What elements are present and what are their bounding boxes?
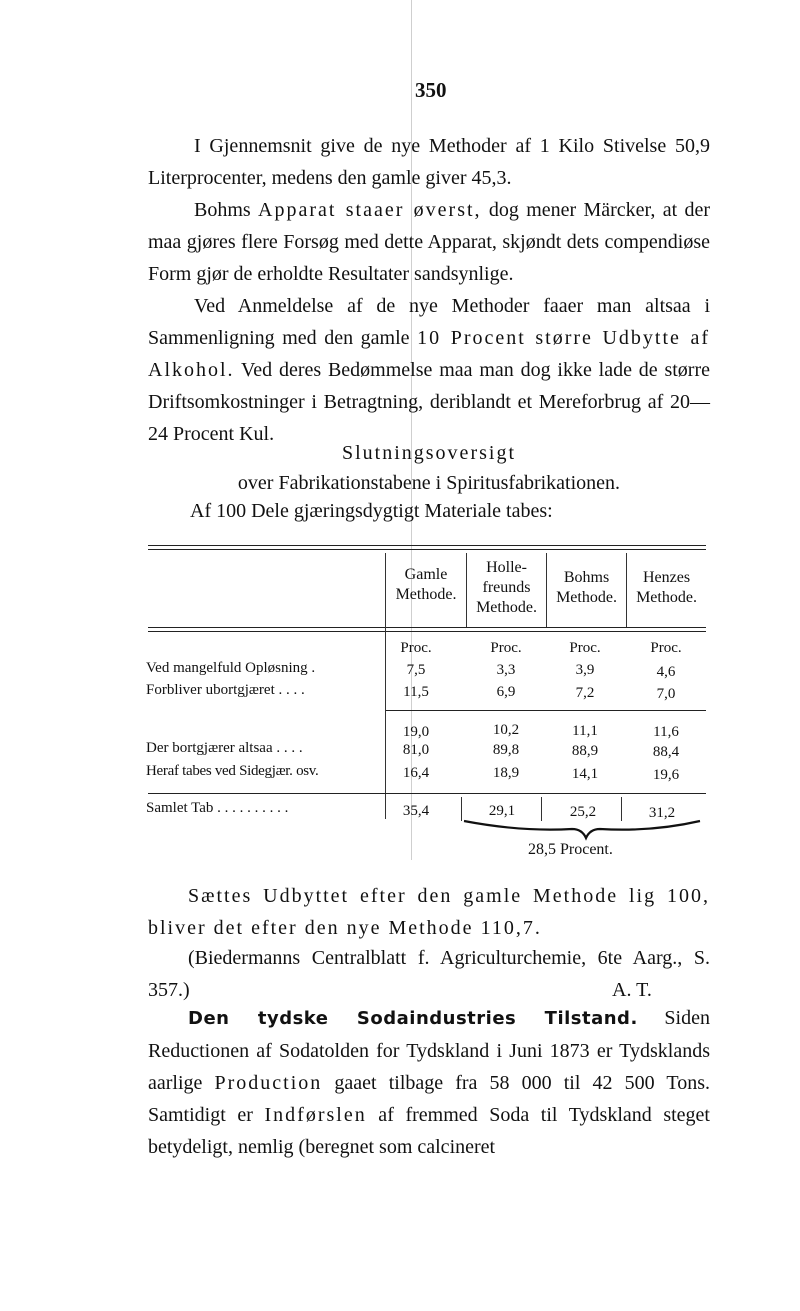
table-cell: 4,6 [656,664,676,680]
paragraph-averages: I Gjennemsnit give de nye Methoder af 1 Kilo Stivelse 50,9 Literprocenter, medens den gamle giver 45,3. [148,135,710,189]
paragraph-bohms: Bohms Apparat staaer øverst, dog mener Märcker, at der maa gjøres flere Forsøg med dette Apparat, skjøndt dets compendiøse Form gjør de erholdte Resultater sandsynlige. [148,199,711,285]
subtotal-rule [386,710,706,711]
total-rule [148,793,706,794]
summary-title: Slutningsoversigt [341,442,516,464]
row-label: Der bortgjærer altsaa . . . . [146,740,303,756]
table-cell: 14,1 [571,766,599,782]
paragraph-anmeldelse: Ved Anmeldelse af de nye Methoder faaer man altsaa i Sammenligning med den gamle 10 Procent større Udbytte af Alkohol. Ved deres Bedømmelse maa man dog ikke lade de større Driftsomkostninger i Betragtning, deriblandt et Mereforbrug af 20—24 Procent Kul. [148,295,710,445]
table-cell: 3,9 [575,662,595,678]
table-cell: 11,6 [653,724,679,740]
row-label: Forbliver ubortgjæret . . . . [146,682,305,698]
signature: A. T. [612,979,652,1001]
column-header-hollefreunds: Holle- freunds Methode. [476,559,537,616]
table-cell: 88,9 [571,743,599,759]
table-cell: 19,6 [652,767,680,783]
section-heading: Den tydske Sodaindustries Tilstand. [188,1008,638,1029]
row-label: Samlet Tab . . . . . . . . . . [146,800,289,816]
summary-intro: Af 100 Dele gjæringsdygtigt Materiale tabes: [190,500,553,522]
column-header-gamle: Gamle Methode. [395,566,457,603]
table-cell: 18,9 [492,765,520,781]
table-cell: 89,8 [492,742,520,758]
table-cell: 7,5 [406,662,426,678]
page-number: 350 [415,78,447,102]
summary-subtitle: over Fabrikationstabene i Spiritusfabrikationen. [237,472,621,494]
table-cell: 7,2 [575,685,595,701]
paragraph-udbytte: Sættes Udbyttet efter den gamle Methode lig 100, bliver det efter den nye Methode 110,7. [148,885,710,939]
column-header-henzes: Henzes Methode. [636,569,697,606]
table-header-rule [148,627,706,632]
curly-brace-icon [462,818,702,842]
table-cell: 11,1 [572,723,598,739]
unit-cell: Proc. [400,640,432,656]
table-top-rule [148,545,706,550]
table-cell: 11,5 [403,684,429,700]
table-cell: 10,2 [492,722,520,738]
table-cell: 31,2 [648,805,676,821]
table-cell: 6,9 [496,684,516,700]
table-cell: 25,2 [569,804,597,820]
combined-note: 28,5 Procent. [528,841,613,858]
paragraph-citation: (Biedermanns Centralblatt f. Agriculturchemie, 6te Aarg., S. 357.) [148,947,710,1001]
table-cell: 81,0 [402,742,430,758]
table-cell: 16,4 [402,765,430,781]
unit-cell: Proc. [569,640,601,656]
unit-cell: Proc. [650,640,682,656]
unit-cell: Proc. [490,640,522,656]
table-cell: 29,1 [488,803,516,819]
table-cell: 88,4 [652,744,680,760]
row-label: Ved mangelfuld Opløsning . [146,660,316,676]
row-label: Heraf tabes ved Sidegjær. osv. [146,763,319,779]
table-cell: 3,3 [496,662,516,678]
paragraph-sodaindustri: Den tydske Sodaindustries Tilstand. Siden Reductionen af Sodatolden for Tydskland i Juni 1873 er Tydsklands aarlige Production gaaet tilbage fra 58 000 til 42 500 Tons. Samtidigt er Indførslen af fremmed Soda til Tydskland steget betydeligt, nemlig (beregnet som calcineret [148,1007,710,1158]
column-header-bohms: Bohms Methode. [556,569,617,606]
table-cell: 7,0 [656,686,676,702]
table-cell: 19,0 [402,724,430,740]
table-cell: 35,4 [402,803,430,819]
